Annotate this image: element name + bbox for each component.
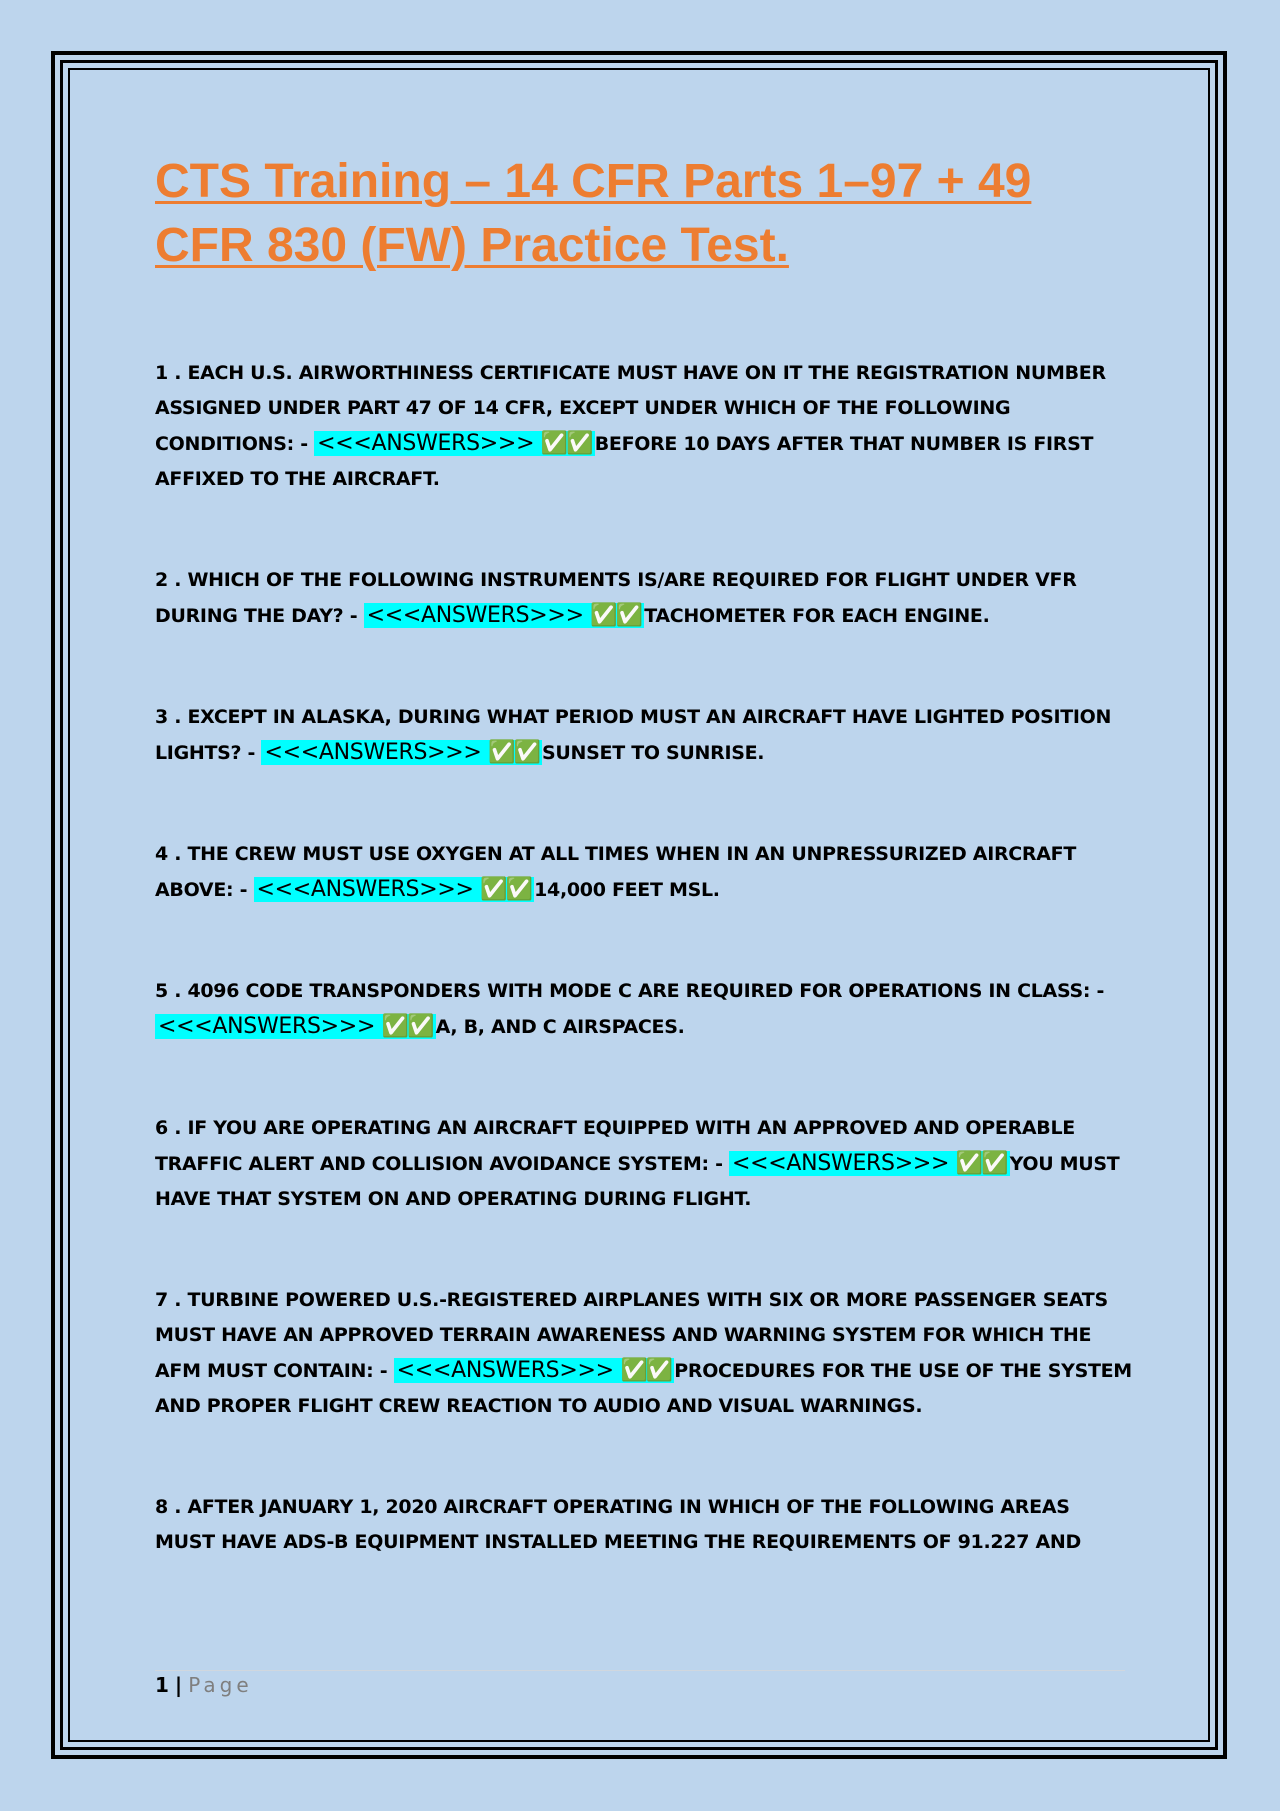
answer-tag-label: <<<ANSWERS>>> [396,1358,614,1383]
double-check-icon: ✅✅ [381,1014,433,1039]
question-text: 6 . IF YOU ARE OPERATING AN AIRCRAFT EQUIPPED WITH AN APPROVED AND OPERABLE TRAFFIC ALERT AND COLLISION AVOIDANCE SYSTEM: - [155,1117,1075,1175]
question-text: 4 . THE CREW MUST USE OXYGEN AT ALL TIMES WHEN IN AN UNPRESSURIZED AIRCRAFT ABOVE: - [155,843,1077,901]
question-6 [155,1111,1135,1217]
question-text: 2 . WHICH OF THE FOLLOWING INSTRUMENTS IS/ARE REQUIRED FOR FLIGHT UNDER VFR DURING THE DAY? - [155,569,1077,627]
answer-text: YOU MUST HAVE THAT SYSTEM ON AND OPERATING DURING FLIGHT. [155,1153,1120,1210]
question-text: 5 . 4096 CODE TRANSPONDERS WITH MODE C ARE REQUIRED FOR OPERATIONS IN CLASS: - [155,980,1105,1002]
answer-tag-label: <<<ANSWERS>>> [732,1151,950,1176]
answer-text: PROCEDURES FOR THE USE OF THE SYSTEM AND PROPER FLIGHT CREW REACTION TO AUDIO AND VISUAL WARNINGS. [155,1360,1132,1417]
double-check-icon: ✅✅ [488,740,540,765]
answer-highlight [254,877,535,902]
answer-tag-label: <<<ANSWERS>>> [317,431,535,456]
double-check-icon: ✅✅ [620,1358,672,1383]
question-text: 3 . EXCEPT IN ALASKA, DURING WHAT PERIOD MUST AN AIRCRAFT HAVE LIGHTED POSITION LIGHTS? - [155,706,1112,764]
page-separator: | [174,1673,183,1697]
document-title: CTS Training – 14 CFR Parts 1–97 + 49 CFR 830 (FW) Practice Test. [155,155,1032,272]
answer-text: 14,000 FEET MSL. [534,879,720,901]
document-body [155,150,1135,1626]
answer-highlight [155,1014,436,1039]
question-4 [155,837,1135,908]
double-check-icon: ✅✅ [480,877,532,902]
answer-tag-label: <<<ANSWERS>>> [366,603,584,628]
question-1 [155,356,1135,497]
double-check-icon: ✅✅ [540,431,592,456]
page-label: Page [188,1673,253,1697]
page-number: 1 [155,1673,169,1697]
question-text: 8 . AFTER JANUARY 1, 2020 AIRCRAFT OPERATING IN WHICH OF THE FOLLOWING AREAS MUST HAVE ADS-B EQUIPMENT INSTALLED MEETING THE REQUIREMENTS OF 91.227 AND [155,1496,1081,1553]
answer-tag-label: <<<ANSWERS>>> [256,877,474,902]
question-list [155,356,1135,1560]
question-5 [155,974,1135,1045]
answer-highlight [729,1151,1010,1176]
answer-tag-label: <<<ANSWERS>>> [158,1014,376,1039]
question-text: 1 . EACH U.S. AIRWORTHINESS CERTIFICATE MUST HAVE ON IT THE REGISTRATION NUMBER ASSIGNED UNDER PART 47 OF 14 CFR, EXCEPT UNDER WHICH OF THE FOLLOWING CONDITIONS: - [155,362,1106,455]
question-8-partial [155,1490,1135,1560]
question-text: 7 . TURBINE POWERED U.S.-REGISTERED AIRPLANES WITH SIX OR MORE PASSENGER SEATS MUST HAVE AN APPROVED TERRAIN AWARENESS AND WARNING SYSTEM FOR WHICH THE AFM MUST CONTAIN: - [155,1289,1108,1382]
answer-text: TACHOMETER FOR EACH ENGINE. [644,605,990,627]
question-7 [155,1283,1135,1424]
answer-highlight [364,603,645,628]
answer-highlight [314,431,595,456]
question-2 [155,563,1135,634]
double-check-icon: ✅✅ [590,603,642,628]
question-3 [155,700,1135,771]
answer-highlight [261,740,542,765]
answer-tag-label: <<<ANSWERS>>> [264,740,482,765]
answer-text: SUNSET TO SUNRISE. [542,742,765,764]
page-footer [155,1670,1125,1697]
answer-text: A, B, AND C AIRSPACES. [435,1016,685,1038]
double-check-icon: ✅✅ [955,1151,1007,1176]
answer-text: BEFORE 10 DAYS AFTER THAT NUMBER IS FIRST AFFIXED TO THE AIRCRAFT. [155,433,1094,490]
answer-highlight [394,1358,675,1383]
